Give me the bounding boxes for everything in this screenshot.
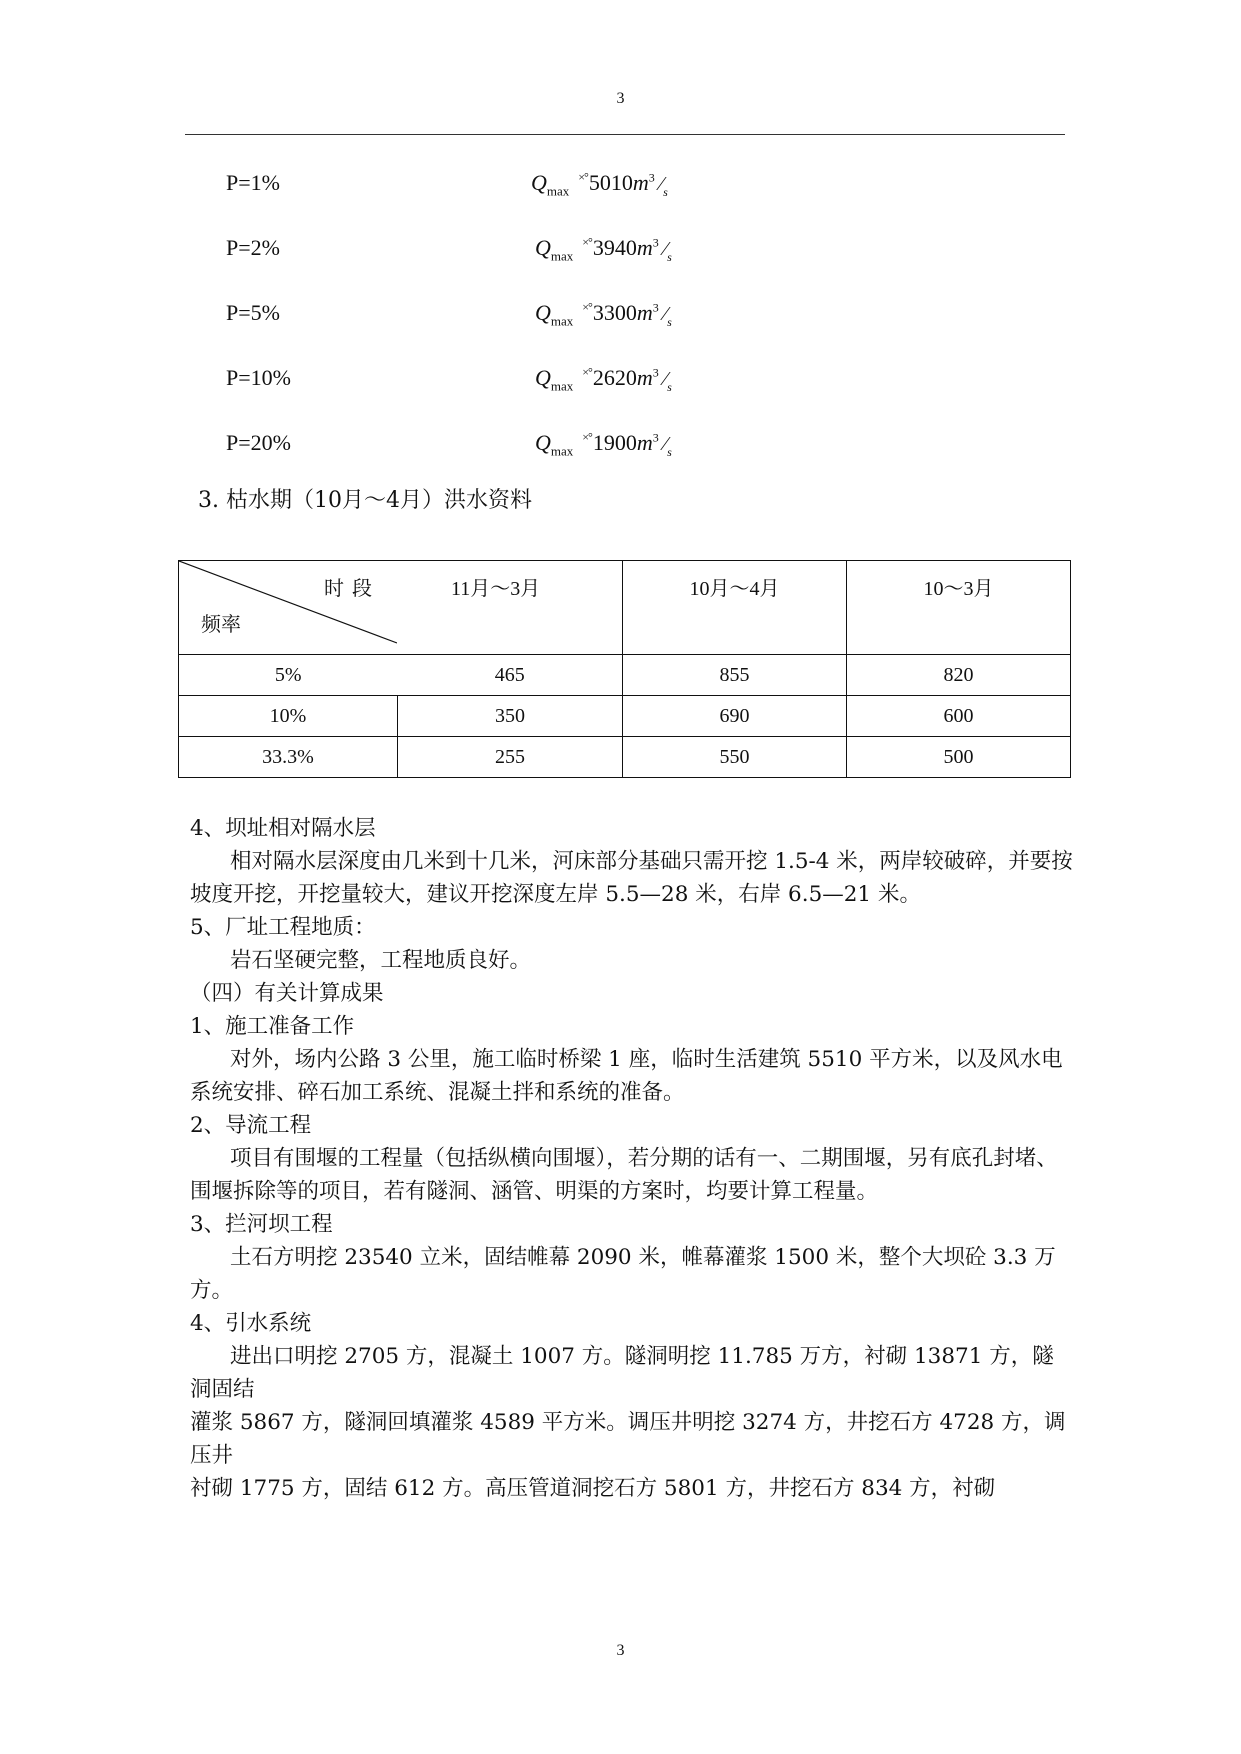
page-number-bottom: 3	[616, 1642, 625, 1659]
q-symbol: Q	[535, 300, 551, 325]
q-symbol: Q	[535, 365, 551, 390]
discharge-expression	[535, 235, 672, 265]
value-cell: 500	[847, 737, 1071, 778]
s5-text: 岩石坚硬完整，工程地质良好。	[230, 948, 532, 973]
flow-row	[226, 424, 746, 464]
section-3-heading: 3. 枯水期（10月～4月）洪水资料	[198, 488, 532, 513]
c2-title: 2、导流工程	[190, 1113, 312, 1138]
column-header-2: 10月～4月	[623, 561, 847, 655]
page-number-top: 3	[616, 90, 625, 107]
table-row	[179, 696, 1071, 737]
c4-text-a: 进出口明挖 2705 方，混凝土 1007 方。隧洞明挖 11.785 万方，衬砌 13871 方，隧洞固结	[190, 1344, 1054, 1402]
q-symbol: Q	[535, 235, 551, 260]
diag-label-frequency: 频率	[201, 614, 241, 636]
approx-symbol: ×°	[582, 235, 592, 249]
c4-text-c: 衬砌 1775 方，固结 612 方。高压管道洞挖石方 5801 方，井挖石方 834 方，衬砌	[190, 1476, 996, 1501]
diag-label-period: 时段	[324, 578, 380, 600]
c4-title: 4、引水系统	[190, 1311, 312, 1336]
c4-text-b: 灌浆 5867 方，隧洞回填灌浆 4589 平方米。调压井明挖 3274 方，井挖石方 4728 方，调压井	[190, 1410, 1066, 1468]
approx-symbol: ×°	[582, 365, 592, 379]
q-subscript: max	[546, 183, 570, 199]
approx-symbol: ×°	[582, 300, 592, 314]
q-subscript: max	[550, 248, 574, 264]
unit-exponent: 3	[652, 430, 659, 445]
discharge-value: 1900	[592, 430, 637, 455]
c1-text-b: 系统安排、碎石加工系统、混凝土拌和系统的准备。	[190, 1080, 685, 1105]
column-header-1: 11月～3月	[451, 578, 541, 600]
flow-row	[226, 164, 746, 204]
unit-exponent: 3	[652, 300, 659, 315]
discharge-expression	[531, 170, 668, 200]
header-rule	[185, 134, 1065, 135]
unit-per-second: $⁄_s$	[658, 433, 672, 459]
discharge-value: 3940	[592, 235, 637, 260]
s4-title: 4、坝址相对隔水层	[190, 816, 376, 841]
body-text	[190, 812, 1075, 1505]
frequency-label: P=5%	[226, 300, 280, 325]
part4-title: （四）有关计算成果	[190, 981, 384, 1006]
unit-per-second: $⁄_s$	[658, 238, 672, 264]
diagonal-header-cell	[179, 561, 623, 655]
unit-per-second: $⁄_s$	[658, 303, 672, 329]
approx-symbol: ×°	[582, 430, 592, 444]
discharge-expression	[535, 365, 672, 395]
q-symbol: Q	[535, 430, 551, 455]
frequency-label: P=10%	[226, 365, 291, 390]
c2-text-b: 围堰拆除等的项目，若有隧洞、涵管、明渠的方案时，均要计算工程量。	[190, 1179, 879, 1204]
flow-row	[226, 359, 746, 399]
value-cell: 855	[623, 655, 847, 696]
frequency-label: P=1%	[226, 170, 280, 195]
discharge-value: 5010	[588, 170, 633, 195]
value-cell: 550	[623, 737, 847, 778]
unit-per-second: $⁄_s$	[658, 368, 672, 394]
c1-text-a: 对外，场内公路 3 公里，施工临时桥梁 1 座，临时生活建筑 5510 平方米，以及风水电	[230, 1047, 1063, 1072]
c2-text-a: 项目有围堰的工程量（包括纵横向围堰），若分期的话有一、二期围堰，另有底孔封堵、	[230, 1146, 1058, 1171]
flow-row	[226, 229, 746, 269]
unit-m: m	[636, 365, 653, 390]
s4-text: 相对隔水层深度由几米到十几米，河床部分基础只需开挖 1.5-4 米，两岸较破碎，并要按坡度开挖，开挖量较大，建议开挖深度左岸 5.5—28 米，右岸 6.5—21 米。	[190, 849, 1073, 907]
q-subscript: max	[550, 313, 574, 329]
unit-m: m	[636, 235, 653, 260]
frequency-label: P=2%	[226, 235, 280, 260]
unit-per-second: $⁄_s$	[654, 173, 668, 199]
unit-exponent: 3	[648, 170, 655, 185]
freq-cell: 33.3%	[179, 737, 398, 778]
value-cell: 600	[847, 696, 1071, 737]
c3-text: 土石方明挖 23540 立米，固结帷幕 2090 米，帷幕灌浆 1500 米，整个大坝砼 3.3 万方。	[190, 1245, 1056, 1303]
value-cell: 465	[398, 655, 623, 696]
value-cell: 690	[623, 696, 847, 737]
c3-title: 3、拦河坝工程	[190, 1212, 333, 1237]
flood-table	[178, 560, 1071, 778]
discharge-value: 3300	[592, 300, 637, 325]
q-symbol: Q	[531, 170, 547, 195]
value-cell: 820	[847, 655, 1071, 696]
value-cell: 255	[398, 737, 623, 778]
value-cell: 350	[398, 696, 623, 737]
flow-row	[226, 294, 746, 334]
discharge-expression	[535, 430, 672, 460]
q-subscript: max	[550, 378, 574, 394]
column-header-3: 10～3月	[847, 561, 1071, 655]
unit-exponent: 3	[652, 235, 659, 250]
frequency-label: P=20%	[226, 430, 291, 455]
freq-cell: 5%	[179, 655, 398, 696]
q-subscript: max	[550, 443, 574, 459]
unit-m: m	[636, 430, 653, 455]
discharge-value: 2620	[592, 365, 637, 390]
approx-symbol: ×°	[578, 170, 588, 184]
table-row	[179, 737, 1071, 778]
s5-title: 5、厂址工程地质：	[190, 915, 376, 940]
c1-title: 1、施工准备工作	[190, 1014, 355, 1039]
unit-m: m	[632, 170, 649, 195]
table-header-row	[179, 561, 1071, 655]
discharge-expression	[535, 300, 672, 330]
unit-m: m	[636, 300, 653, 325]
table-row	[179, 655, 1071, 696]
unit-exponent: 3	[652, 365, 659, 380]
freq-cell: 10%	[179, 696, 398, 737]
